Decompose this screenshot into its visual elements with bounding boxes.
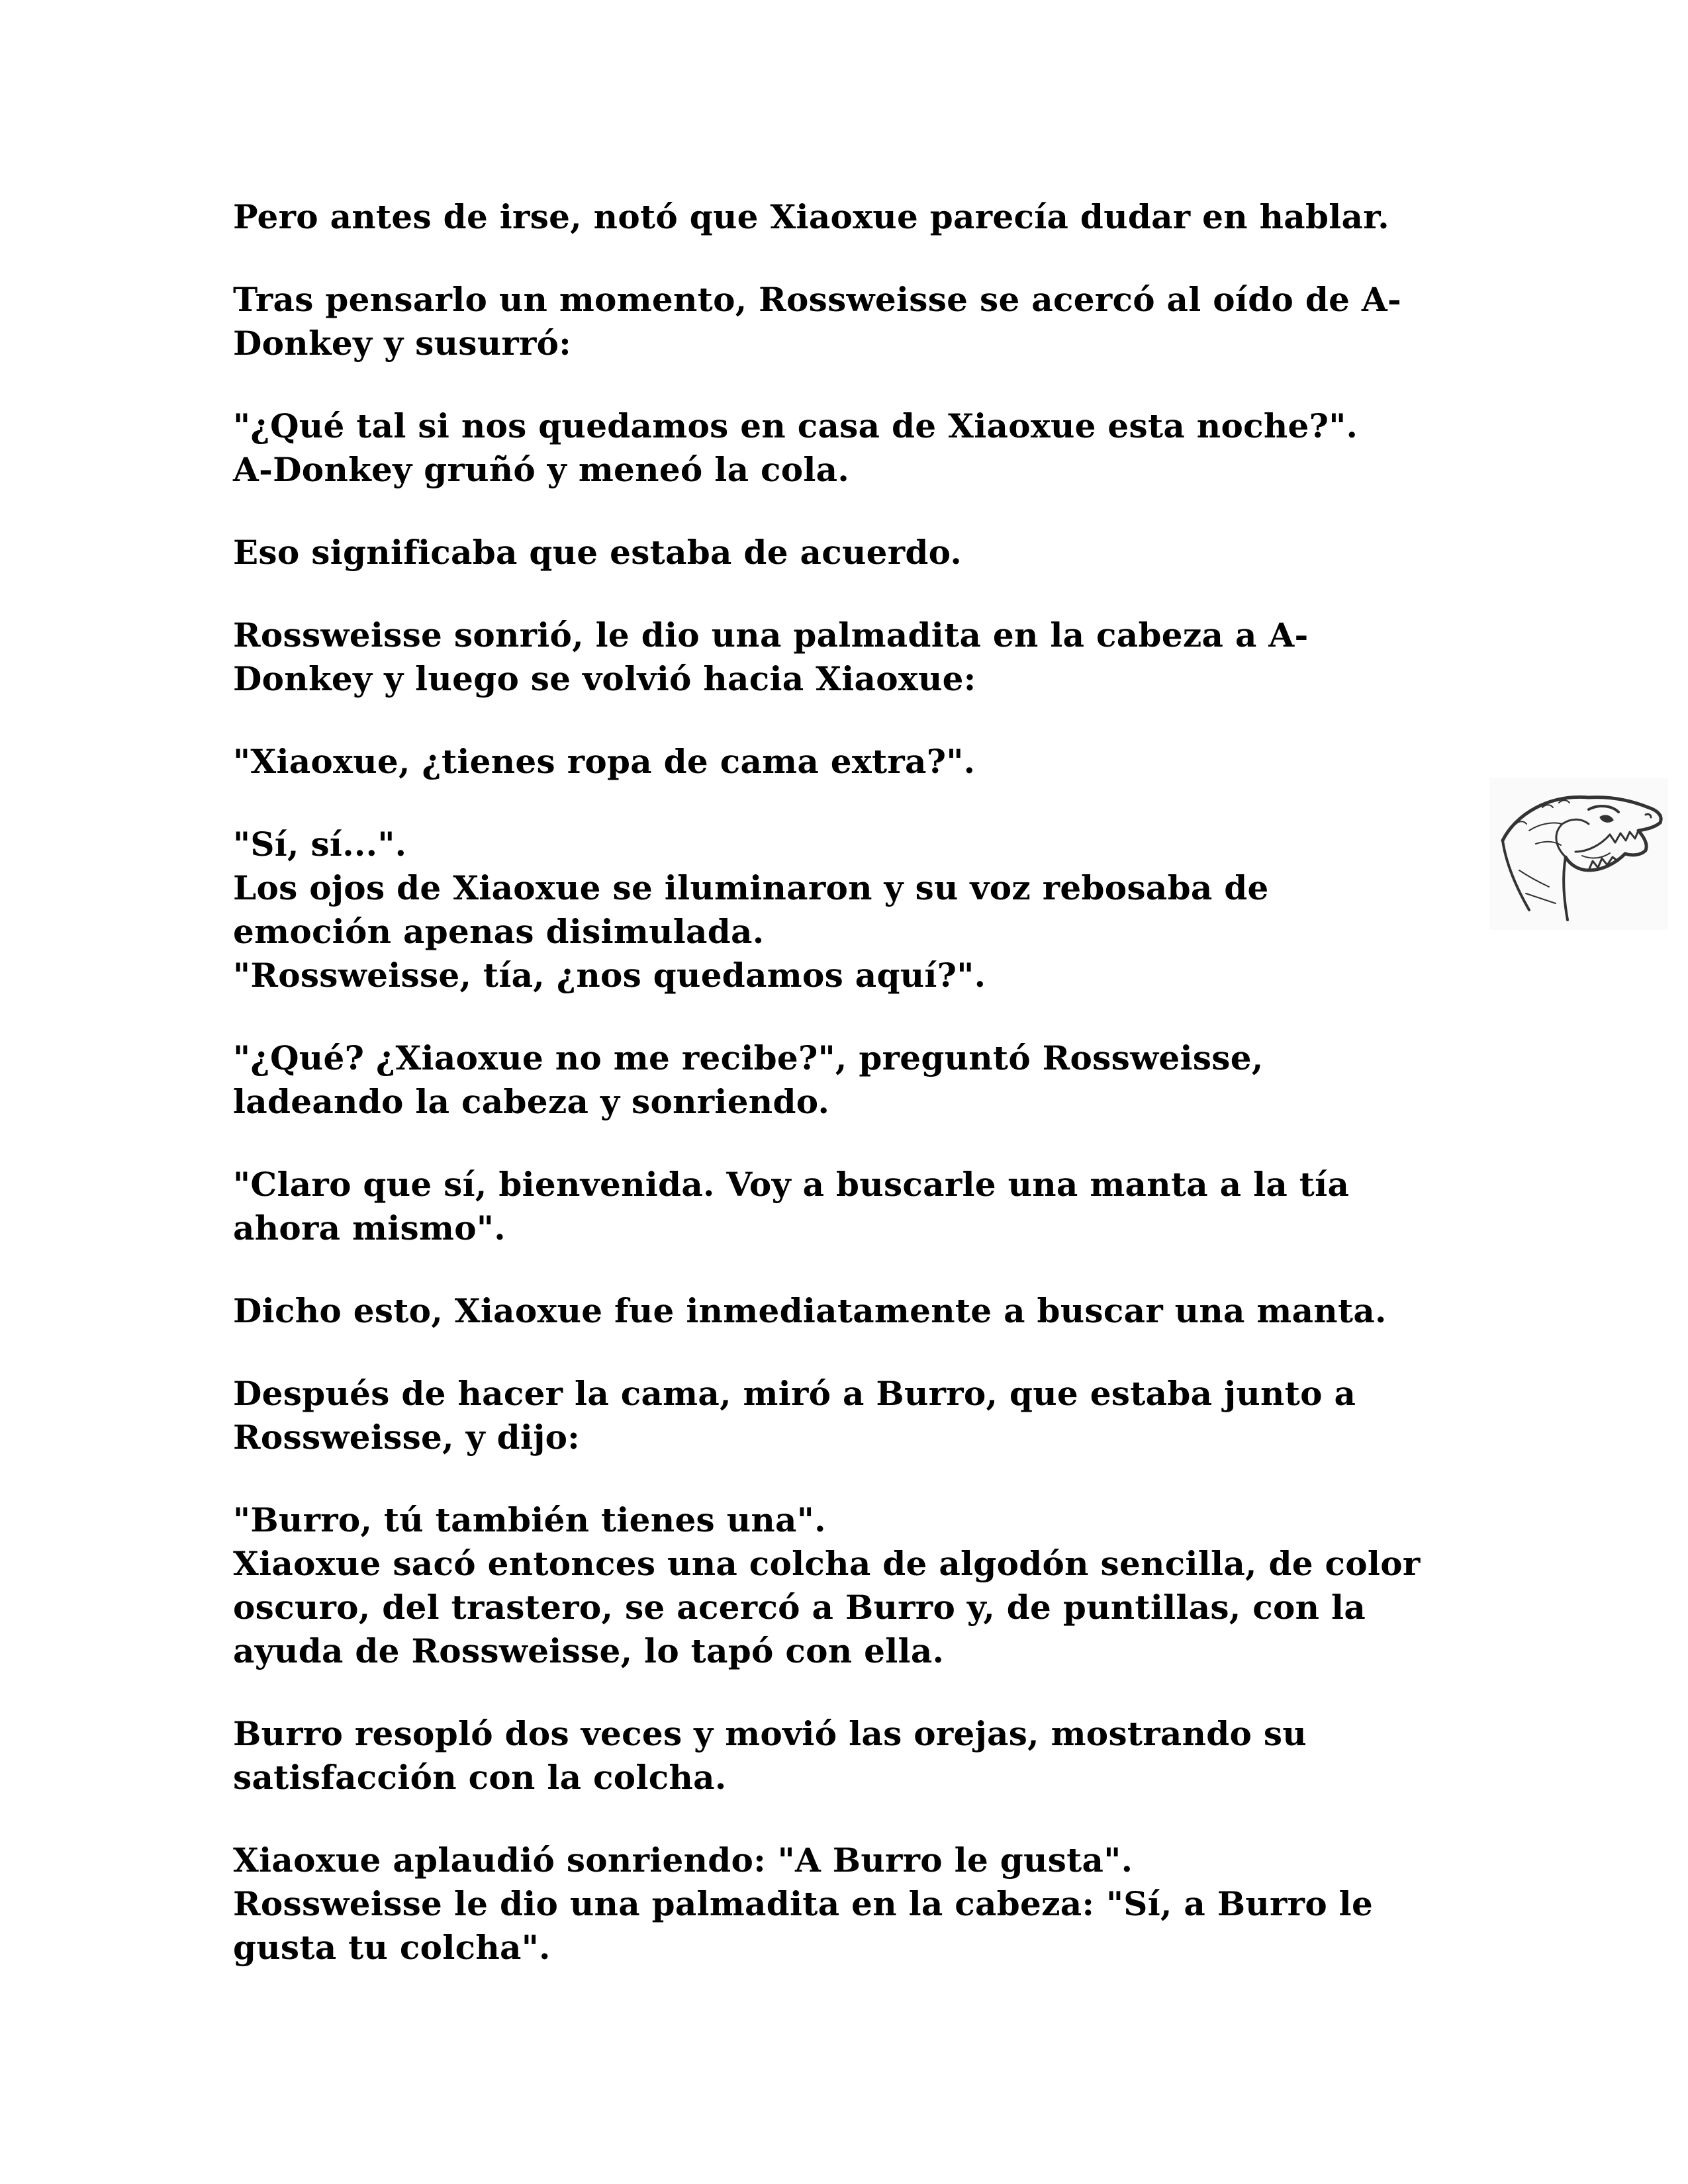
text-line: Xiaoxue aplaudió sonriendo: "A Burro le gusta". [233,1841,1133,1880]
paragraph [233,531,1464,574]
text-line: "Claro que sí, bienvenida. Voy a buscarle una manta a la tía [233,1165,1350,1204]
text-line: Rossweisse, y dijo: [233,1418,580,1457]
paragraph [233,1036,1464,1124]
text-line: "Rossweisse, tía, ¿nos quedamos aquí?". [233,956,986,995]
text-line: Pero antes de irse, notó que Xiaoxue parecía dudar en hablar. [233,197,1389,236]
paragraph [233,1839,1464,1970]
paragraph [233,1163,1464,1250]
paragraph [233,1712,1464,1799]
text-line: gusta tu colcha". [233,1928,551,1967]
text-line: satisfacción con la colcha. [233,1758,727,1797]
text-line: Tras pensarlo un momento, Rossweisse se acercó al oído de A- [233,280,1402,319]
text-line: ayuda de Rossweisse, lo tapó con ella. [233,1631,945,1670]
text-line: ahora mismo". [233,1208,506,1248]
paragraph [233,614,1464,701]
text-line: Dicho esto, Xiaoxue fue inmediatamente a buscar una manta. [233,1291,1387,1330]
text-line: Eso significaba que estaba de acuerdo. [233,533,962,572]
paragraph [233,740,1464,784]
text-line: Donkey y susurró: [233,324,572,363]
paragraph [233,823,1464,997]
story-text [233,195,1464,2009]
text-line: Xiaoxue sacó entonces una colcha de algodón sencilla, de color [233,1544,1421,1583]
paragraph [233,404,1464,492]
paragraph [233,278,1464,365]
paragraph [233,1498,1464,1673]
text-line: Después de hacer la cama, miró a Burro, que estaba junto a [233,1374,1356,1413]
text-line: Donkey y luego se volvió hacia Xiaoxue: [233,659,976,698]
paragraph [233,1289,1464,1333]
text-line: ladeando la cabeza y sonriendo. [233,1082,830,1121]
text-line: Burro resopló dos veces y movió las orejas, mostrando su [233,1714,1307,1753]
text-line: Rossweisse le dio una palmadita en la cabeza: "Sí, a Burro le [233,1884,1374,1923]
text-line: "Burro, tú también tienes una". [233,1500,826,1539]
text-line: A-Donkey gruñó y meneó la cola. [233,450,850,489]
text-line: "¿Qué tal si nos quedamos en casa de Xiaoxue esta noche?". [233,406,1358,445]
paragraph [233,195,1464,239]
text-line: "¿Qué? ¿Xiaoxue no me recibe?", preguntó Rossweisse, [233,1038,1264,1077]
paragraph [233,1372,1464,1459]
text-line: "Xiaoxue, ¿tienes ropa de cama extra?". [233,742,976,781]
dinosaur-sketch-icon [1489,778,1668,930]
text-line: oscuro, del trastero, se acercó a Burro y, de puntillas, con la [233,1588,1366,1627]
text-line: emoción apenas disimulada. [233,912,765,951]
text-line: Los ojos de Xiaoxue se iluminaron y su voz rebosaba de [233,868,1269,907]
text-line: "Sí, sí...". [233,825,407,864]
text-line: Rossweisse sonrió, le dio una palmadita en la cabeza a A- [233,615,1309,655]
